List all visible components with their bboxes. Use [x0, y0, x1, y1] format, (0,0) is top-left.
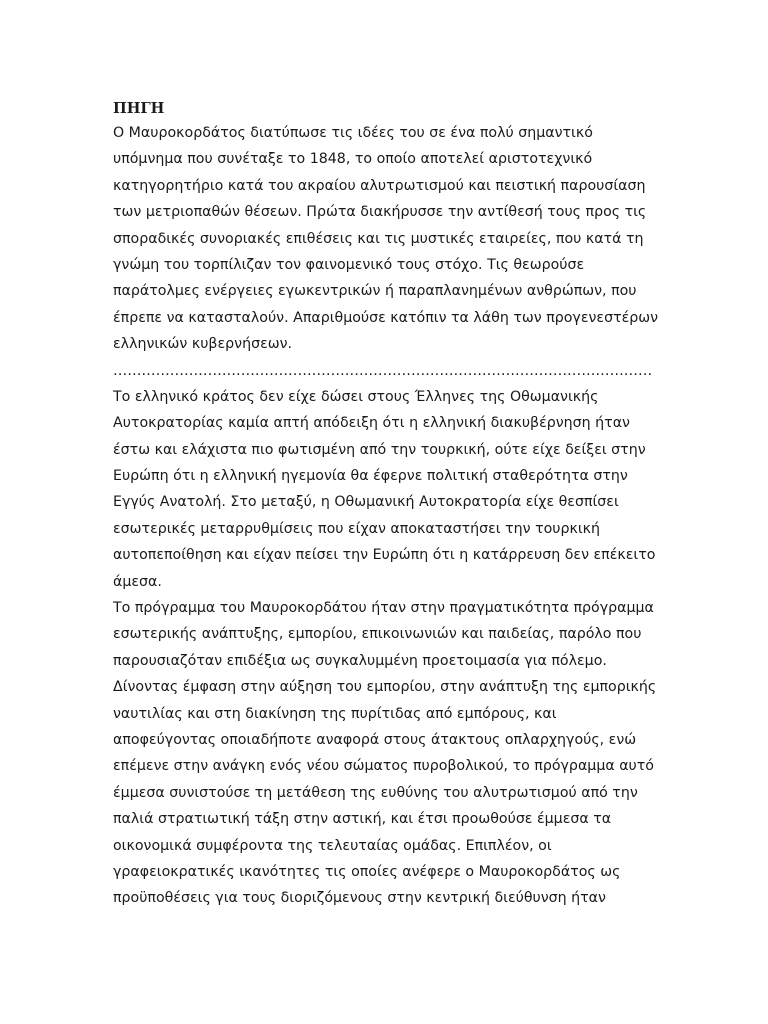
- text-line: έμμεσα συνιστούσε τη μετάθεση της ευθύνης του αλυτρωτισμού από την: [113, 784, 638, 801]
- text-line: γνώμη του τορπίλιζαν τον φαινομενικό τους στόχο. Τις θεωρούσε: [113, 256, 585, 273]
- text-line: παλιά στρατιωτική τάξη στην αστική, και έτσι προωθούσε έμμεσα τα: [113, 811, 612, 828]
- document-page: [113, 98, 673, 912]
- text-line: των μετριοπαθών θέσεων. Πρώτα διακήρυσσε την αντίθεσή τους προς τις: [113, 204, 647, 221]
- text-line: Το ελληνικό κράτος δεν είχε δώσει στους Έλληνες της Οθωμανικής: [113, 388, 599, 405]
- text-line: ……………………………………………………………………………………………………: [113, 362, 653, 379]
- text-line: έστω και ελάχιστα πιο φωτισμένη από την τουρκική, ούτε είχε δείξει στην: [113, 441, 646, 458]
- text-line: Εγγύς Ανατολή. Στο μεταξύ, η Οθωμανική Αυτοκρατορία είχε θεσπίσει: [113, 494, 619, 511]
- document-body: [113, 120, 673, 912]
- text-line: έπρεπε να κατασταλούν. Απαριθμούσε κατόπιν τα λάθη των προγενεστέρων: [113, 309, 659, 326]
- text-line: εσωτερικής ανάπτυξης, εμπορίου, επικοινωνιών και παιδείας, παρόλο που: [113, 626, 642, 643]
- text-line: ελληνικών κυβερνήσεων.: [113, 336, 293, 353]
- source-heading: ΠΗΓΗ: [113, 100, 165, 117]
- text-line: γραφειοκρατικές ικανότητες τις οποίες ανέφερε ο Μαυροκορδάτος ως: [113, 863, 621, 880]
- text-line: κατηγορητήριο κατά του ακραίου αλυτρωτισμού και πειστική παρουσίαση: [113, 177, 646, 194]
- text-line: οικονομικά συμφέροντα της τελευταίας ομάδας. Επιπλέον, οι: [113, 837, 552, 854]
- text-line: εσωτερικές μεταρρυθμίσεις που είχαν αποκαταστήσει την τουρκική: [113, 520, 601, 537]
- text-line: επέμενε στην ανάγκη ενός νέου σώματος πυροβολικού, το πρόγραμμα αυτό: [113, 758, 654, 775]
- text-line: Ο Μαυροκορδάτος διατύπωσε τις ιδέες του σε ένα πολύ σημαντικό: [113, 125, 593, 141]
- text-line: υπόμνημα που συνέταξε το 1848, το οποίο αποτελεί αριστοτεχνικό: [113, 151, 593, 168]
- text-line: προϋποθέσεις για τους διοριζόμενους στην κεντρική διεύθυνση ήταν: [113, 890, 606, 907]
- text-line: ναυτιλίας και στη διακίνηση της πυρίτιδας από εμπόρους, και: [113, 705, 557, 722]
- text-line: Αυτοκρατορίας καμία απτή απόδειξη ότι η ελληνική διακυβέρνηση ήταν: [113, 415, 630, 432]
- text-line: αυτοπεποίθηση και είχαν πείσει την Ευρώπη ότι η κατάρρευση δεν επέκειτο: [113, 547, 656, 564]
- text-line: σποραδικές συνοριακές επιθέσεις και τις μυστικές εταιρείες, που κατά τη: [113, 230, 644, 247]
- text-line: Δίνοντας έμφαση στην αύξηση του εμπορίου, στην ανάπτυξη της εμπορικής: [113, 679, 657, 696]
- text-line: παράτολμες ενέργειες εγωκεντρικών ή παραπλανημένων ανθρώπων, που: [113, 283, 637, 300]
- text-line: Το πρόγραμμα του Μαυροκορδάτου ήταν στην πραγματικότητα πρόγραμμα: [113, 600, 654, 617]
- text-line: Ευρώπη ότι η ελληνική ηγεμονία θα έφερνε πολιτική σταθερότητα στην: [113, 468, 628, 485]
- text-line: παρουσιαζόταν επιδέξια ως συγκαλυμμένη προετοιμασία για πόλεμο.: [113, 652, 607, 669]
- text-line: αποφεύγοντας οποιαδήποτε αναφορά στους άτακτους οπλαρχηγούς, ενώ: [113, 731, 637, 748]
- text-line: άμεσα.: [113, 573, 162, 590]
